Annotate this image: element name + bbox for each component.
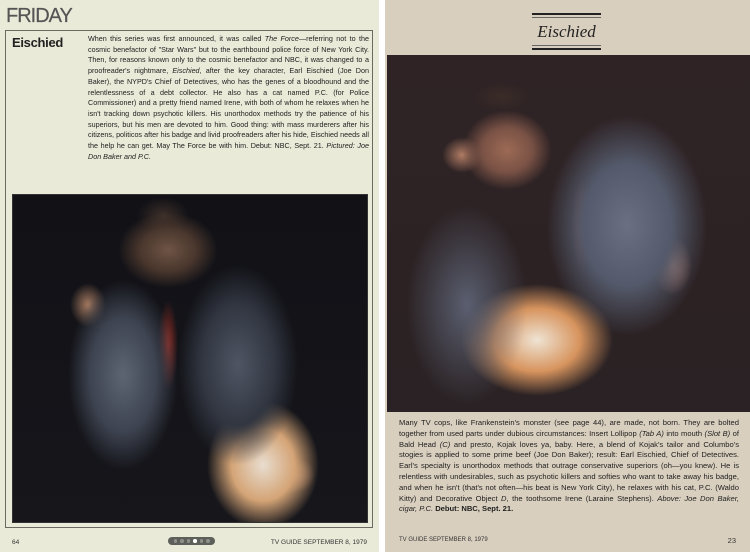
page-dot[interactable] bbox=[174, 539, 178, 543]
article-caption: Many TV cops, like Frankenstein's monster (see page 44), are made, not born. They are bolted together from used parts under dubious circumstances: Insert Lollipop (Tab A) into mouth (Slot B) of Bald Head (C) and presto, Kojak loves ya, baby. Here, a blend of Kojak's tailor and Columbo's stogies is applied to some prime beef (Joe Don Baker); result: Earl Eischied, Chief of Detectives. Earl's specialty is unorthodox methods that outrage conservative superiors (oh—you knew). He is relentless with undesirables, such as psychotic killers and softies who want to take away his badge, and when he isn't (that's not often—his beat is New York City), he relaxes with his cat, P.C. (Waldo Kitty) and Decorative Object D, the toothsome Irene (Laraine Stephens). Above: Joe Don Baker, cigar, P.C. Debut: NBC, Sept. 21. bbox=[399, 418, 739, 514]
right-page bbox=[385, 0, 750, 552]
page-number-right: 23 bbox=[727, 536, 736, 545]
publication-line-right: TV GUIDE SEPTEMBER 8, 1979 bbox=[399, 537, 488, 543]
day-header: FRIDAY bbox=[6, 5, 72, 27]
page-dot[interactable] bbox=[187, 539, 191, 543]
photo-joe-don-baker-and-cat bbox=[12, 194, 368, 523]
publication-line-left: TV GUIDE SEPTEMBER 8, 1979 bbox=[270, 539, 367, 546]
listing-title: Eischied bbox=[12, 35, 64, 50]
page-number-left: 64 bbox=[12, 539, 20, 546]
article-title: Eischied bbox=[537, 21, 596, 41]
title-badge bbox=[532, 13, 601, 50]
page-dot[interactable] bbox=[193, 539, 197, 543]
listing-box bbox=[5, 30, 373, 528]
page-dot[interactable] bbox=[206, 539, 210, 543]
listing-description: When this series was first announced, it was called The Force—referring not to the cosmic benefactor of "Star Wars" but to the earthbound police force of New York City. Then, for reasons known only to the cosmic benefactor and NBC, it was changed to a proofreader's nightmare, Eischied, after the key character, Earl Eischied (Joe Don Baker), the NYPD's Chief of Detectives, who has the genes of a bloodhound and the relentlessness of a debt collector. He also has a cat named P.C. (for Police Commissioner) and a pretty friend named Irene, with both of whom he relaxes when he isn't tracking down psychotic killers. His unorthodox methods try the patience of his superiors, but his men are devoted to him. Good thing: with mass murderers after his citizens, politicos after his badge and livid proofreaders after his hide, Eischied needs all the help he can get. May The Force be with him. Debut: NBC, Sept. 21. Pictured: Joe Don Baker and P.C. bbox=[88, 34, 369, 161]
page-dot[interactable] bbox=[200, 539, 204, 543]
page-indicator[interactable] bbox=[168, 537, 215, 545]
page-dot[interactable] bbox=[180, 539, 184, 543]
photo-joe-don-baker-cigar-cat bbox=[387, 55, 750, 412]
